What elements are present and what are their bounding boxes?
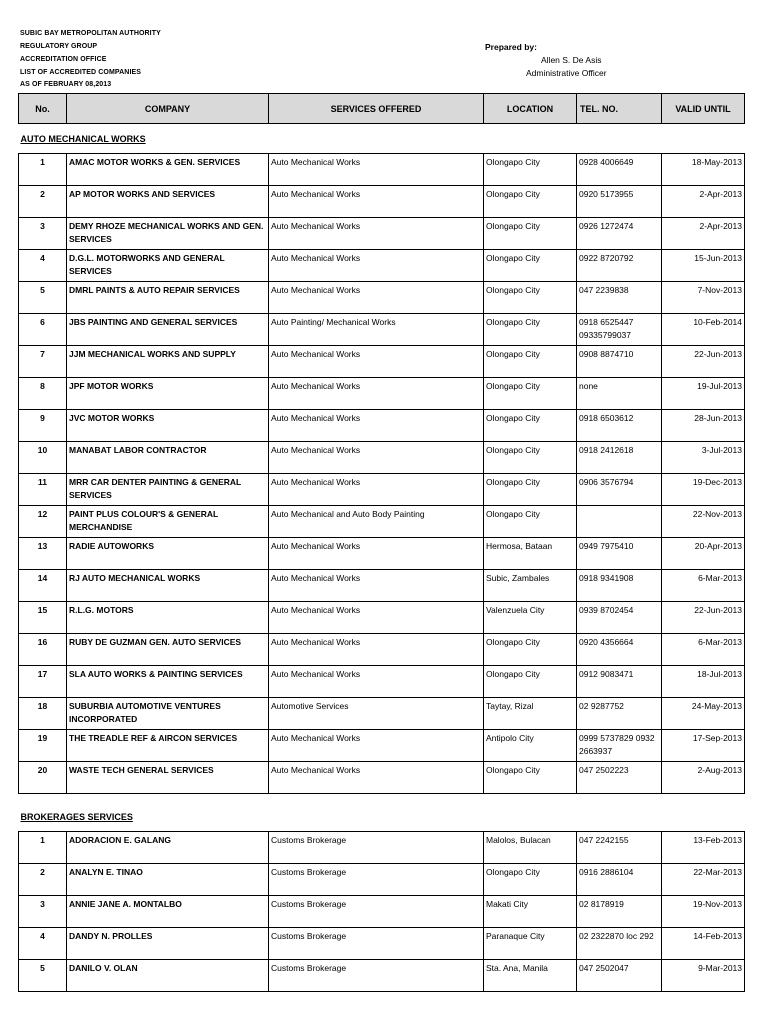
cell-company: ANALYN E. TINAO (67, 864, 269, 896)
cell-no: 5 (19, 282, 67, 314)
accredited-companies-table (18, 93, 745, 992)
cell-location: Subic, Zambales (484, 570, 577, 602)
cell-location: Olongapo City (484, 346, 577, 378)
section-title: BROKERAGES SERVICES (20, 811, 133, 822)
cell-company: DANDY N. PROLLES (67, 928, 269, 960)
cell-company: JBS PAINTING AND GENERAL SERVICES (67, 314, 269, 346)
cell-location: Olongapo City (484, 762, 577, 794)
cell-company: WASTE TECH GENERAL SERVICES (67, 762, 269, 794)
cell-company: DMRL PAINTS & AUTO REPAIR SERVICES (67, 282, 269, 314)
cell-services: Customs Brokerage (269, 896, 484, 928)
cell-tel: 0918 6503612 (577, 410, 662, 442)
cell-tel: 02 9287752 (577, 698, 662, 730)
cell-location: Olongapo City (484, 864, 577, 896)
table-row (19, 314, 745, 346)
cell-location: Olongapo City (484, 666, 577, 698)
cell-valid: 10-Feb-2014 (662, 314, 745, 346)
preparer-title: Administrative Officer (526, 68, 607, 78)
cell-no: 9 (19, 410, 67, 442)
table-row (19, 896, 745, 928)
cell-services: Auto Mechanical Works (269, 442, 484, 474)
cell-valid: 24-May-2013 (662, 698, 745, 730)
cell-company: DEMY RHOZE MECHANICAL WORKS AND GEN. SERVICES (67, 218, 269, 250)
col-header-valid: VALID UNTIL (662, 94, 745, 124)
cell-no: 3 (19, 218, 67, 250)
cell-tel: 0906 3576794 (577, 474, 662, 506)
section-gap-cell (19, 794, 745, 803)
cell-valid: 17-Sep-2013 (662, 730, 745, 762)
table-row (19, 154, 745, 186)
cell-valid: 6-Mar-2013 (662, 634, 745, 666)
cell-location: Olongapo City (484, 442, 577, 474)
cell-no: 5 (19, 960, 67, 992)
group-name: REGULATORY GROUP (20, 43, 98, 50)
cell-no: 2 (19, 186, 67, 218)
cell-valid: 20-Apr-2013 (662, 538, 745, 570)
cell-company: JPF MOTOR WORKS (67, 378, 269, 410)
prepared-by-label: Prepared by: (485, 42, 537, 52)
cell-valid: 19-Dec-2013 (662, 474, 745, 506)
cell-valid: 28-Jun-2013 (662, 410, 745, 442)
cell-services: Auto Mechanical Works (269, 762, 484, 794)
cell-location: Sta. Ana, Manila (484, 960, 577, 992)
cell-no: 1 (19, 832, 67, 864)
cell-tel (577, 506, 662, 538)
cell-location: Olongapo City (484, 218, 577, 250)
cell-tel: 0939 8702454 (577, 602, 662, 634)
cell-no: 20 (19, 762, 67, 794)
cell-tel: 0908 8874710 (577, 346, 662, 378)
cell-services: Auto Mechanical Works (269, 218, 484, 250)
cell-valid: 3-Jul-2013 (662, 442, 745, 474)
section-title-row (19, 802, 745, 832)
table-row (19, 570, 745, 602)
section-gap (19, 794, 745, 803)
table-row (19, 730, 745, 762)
cell-valid: 7-Nov-2013 (662, 282, 745, 314)
cell-no: 14 (19, 570, 67, 602)
cell-services: Customs Brokerage (269, 864, 484, 896)
preparer-name: Allen S. De Asis (541, 55, 602, 65)
cell-services: Auto Mechanical and Auto Body Painting (269, 506, 484, 538)
table-row (19, 346, 745, 378)
cell-tel: 0918 6525447 09335799037 (577, 314, 662, 346)
cell-services: Auto Mechanical Works (269, 282, 484, 314)
table-row (19, 474, 745, 506)
cell-no: 10 (19, 442, 67, 474)
table-row (19, 378, 745, 410)
cell-tel: 047 2502223 (577, 762, 662, 794)
cell-tel: 0920 4356664 (577, 634, 662, 666)
cell-valid: 22-Jun-2013 (662, 602, 745, 634)
table-row (19, 762, 745, 794)
as-of-date: AS OF FEBRUARY 08,2013 (20, 81, 112, 88)
cell-services: Auto Mechanical Works (269, 186, 484, 218)
cell-no: 2 (19, 864, 67, 896)
cell-location: Antipolo City (484, 730, 577, 762)
cell-company: PAINT PLUS COLOUR'S & GENERAL MERCHANDISE (67, 506, 269, 538)
cell-no: 17 (19, 666, 67, 698)
cell-location: Valenzuela City (484, 602, 577, 634)
cell-company: MANABAT LABOR CONTRACTOR (67, 442, 269, 474)
cell-tel: 0926 1272474 (577, 218, 662, 250)
table-row (19, 442, 745, 474)
cell-no: 11 (19, 474, 67, 506)
cell-valid: 19-Nov-2013 (662, 896, 745, 928)
cell-company: RJ AUTO MECHANICAL WORKS (67, 570, 269, 602)
cell-company: SUBURBIA AUTOMOTIVE VENTURES INCORPORATED (67, 698, 269, 730)
section-title-row (19, 124, 745, 154)
cell-no: 6 (19, 314, 67, 346)
col-header-tel: TEL. NO. (577, 94, 662, 124)
cell-location: Olongapo City (484, 474, 577, 506)
cell-no: 12 (19, 506, 67, 538)
table-row (19, 410, 745, 442)
cell-no: 7 (19, 346, 67, 378)
cell-services: Auto Mechanical Works (269, 154, 484, 186)
col-header-company: COMPANY (67, 94, 269, 124)
cell-tel: none (577, 378, 662, 410)
table-row (19, 506, 745, 538)
list-title: LIST OF ACCREDITED COMPANIES (20, 69, 142, 76)
table-row (19, 250, 745, 282)
cell-no: 8 (19, 378, 67, 410)
cell-services: Auto Mechanical Works (269, 666, 484, 698)
cell-services: Auto Mechanical Works (269, 250, 484, 282)
office-name: ACCREDITATION OFFICE (20, 56, 107, 63)
cell-no: 13 (19, 538, 67, 570)
table-row (19, 666, 745, 698)
cell-valid: 14-Feb-2013 (662, 928, 745, 960)
cell-company: AMAC MOTOR WORKS & GEN. SERVICES (67, 154, 269, 186)
cell-no: 4 (19, 928, 67, 960)
cell-tel: 0920 5173955 (577, 186, 662, 218)
cell-company: RADIE AUTOWORKS (67, 538, 269, 570)
cell-company: JVC MOTOR WORKS (67, 410, 269, 442)
table-row (19, 832, 745, 864)
col-header-location: LOCATION (484, 94, 577, 124)
cell-services: Auto Mechanical Works (269, 538, 484, 570)
cell-valid: 22-Mar-2013 (662, 864, 745, 896)
cell-tel: 047 2502047 (577, 960, 662, 992)
cell-services: Auto Mechanical Works (269, 602, 484, 634)
cell-valid: 18-May-2013 (662, 154, 745, 186)
cell-company: ADORACION E. GALANG (67, 832, 269, 864)
table-row (19, 538, 745, 570)
cell-location: Taytay, Rizal (484, 698, 577, 730)
cell-no: 19 (19, 730, 67, 762)
cell-no: 1 (19, 154, 67, 186)
cell-valid: 9-Mar-2013 (662, 960, 745, 992)
table-header-row (19, 94, 745, 124)
cell-location: Makati City (484, 896, 577, 928)
cell-company: SLA AUTO WORKS & PAINTING SERVICES (67, 666, 269, 698)
cell-tel: 0918 2412618 (577, 442, 662, 474)
table-row (19, 698, 745, 730)
cell-company: R.L.G. MOTORS (67, 602, 269, 634)
cell-valid: 13-Feb-2013 (662, 832, 745, 864)
cell-services: Auto Painting/ Mechanical Works (269, 314, 484, 346)
cell-no: 3 (19, 896, 67, 928)
cell-tel: 047 2239838 (577, 282, 662, 314)
cell-no: 18 (19, 698, 67, 730)
table-row (19, 960, 745, 992)
cell-company: ANNIE JANE A. MONTALBO (67, 896, 269, 928)
cell-location: Hermosa, Bataan (484, 538, 577, 570)
cell-valid: 15-Jun-2013 (662, 250, 745, 282)
cell-services: Automotive Services (269, 698, 484, 730)
cell-company: THE TREADLE REF & AIRCON SERVICES (67, 730, 269, 762)
cell-services: Auto Mechanical Works (269, 634, 484, 666)
cell-valid: 2-Aug-2013 (662, 762, 745, 794)
table-row (19, 282, 745, 314)
cell-tel: 02 2322870 loc 292 (577, 928, 662, 960)
cell-location: Olongapo City (484, 250, 577, 282)
cell-services: Customs Brokerage (269, 960, 484, 992)
cell-location: Olongapo City (484, 314, 577, 346)
cell-location: Olongapo City (484, 282, 577, 314)
cell-company: JJM MECHANICAL WORKS AND SUPPLY (67, 346, 269, 378)
cell-no: 4 (19, 250, 67, 282)
cell-services: Auto Mechanical Works (269, 730, 484, 762)
cell-tel: 02 8178919 (577, 896, 662, 928)
cell-company: MRR CAR DENTER PAINTING & GENERAL SERVICES (67, 474, 269, 506)
cell-valid: 6-Mar-2013 (662, 570, 745, 602)
cell-services: Auto Mechanical Works (269, 346, 484, 378)
cell-tel: 047 2242155 (577, 832, 662, 864)
cell-valid: 2-Apr-2013 (662, 186, 745, 218)
org-name: SUBIC BAY METROPOLITAN AUTHORITY (20, 30, 161, 37)
table-body (19, 124, 745, 992)
cell-services: Auto Mechanical Works (269, 474, 484, 506)
cell-company: DANILO V. OLAN (67, 960, 269, 992)
cell-valid: 22-Jun-2013 (662, 346, 745, 378)
table-row (19, 928, 745, 960)
cell-location: Paranaque City (484, 928, 577, 960)
table-row (19, 864, 745, 896)
cell-services: Customs Brokerage (269, 832, 484, 864)
cell-tel: 0918 9341908 (577, 570, 662, 602)
cell-company: D.G.L. MOTORWORKS AND GENERAL SERVICES (67, 250, 269, 282)
table-row (19, 634, 745, 666)
cell-location: Olongapo City (484, 634, 577, 666)
cell-location: Olongapo City (484, 410, 577, 442)
col-header-no: No. (19, 94, 67, 124)
cell-location: Olongapo City (484, 154, 577, 186)
cell-tel: 0999 5737829 0932 2663937 (577, 730, 662, 762)
cell-tel: 0922 8720792 (577, 250, 662, 282)
cell-company: AP MOTOR WORKS AND SERVICES (67, 186, 269, 218)
cell-valid: 2-Apr-2013 (662, 218, 745, 250)
cell-services: Auto Mechanical Works (269, 378, 484, 410)
cell-valid: 19-Jul-2013 (662, 378, 745, 410)
cell-location: Olongapo City (484, 378, 577, 410)
cell-valid: 18-Jul-2013 (662, 666, 745, 698)
cell-tel: 0912 9083471 (577, 666, 662, 698)
section-title: AUTO MECHANICAL WORKS (20, 133, 146, 144)
cell-tel: 0928 4006649 (577, 154, 662, 186)
cell-valid: 22-Nov-2013 (662, 506, 745, 538)
cell-tel: 0949 7975410 (577, 538, 662, 570)
cell-location: Malolos, Bulacan (484, 832, 577, 864)
cell-company: RUBY DE GUZMAN GEN. AUTO SERVICES (67, 634, 269, 666)
cell-no: 15 (19, 602, 67, 634)
cell-location: Olongapo City (484, 186, 577, 218)
col-header-services: SERVICES OFFERED (269, 94, 484, 124)
cell-services: Auto Mechanical Works (269, 410, 484, 442)
cell-services: Customs Brokerage (269, 928, 484, 960)
table-row (19, 218, 745, 250)
cell-location: Olongapo City (484, 506, 577, 538)
cell-no: 16 (19, 634, 67, 666)
cell-services: Auto Mechanical Works (269, 570, 484, 602)
table-row (19, 186, 745, 218)
cell-tel: 0916 2886104 (577, 864, 662, 896)
table-row (19, 602, 745, 634)
